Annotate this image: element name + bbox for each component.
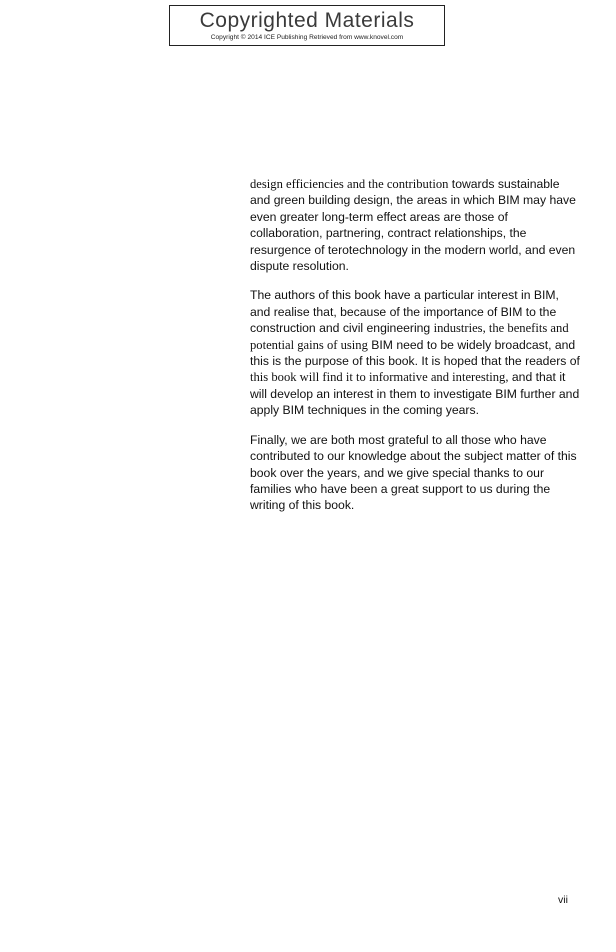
page-number: vii — [558, 894, 568, 906]
body-text — [250, 176, 580, 527]
paragraph-1-run: towards sustainable and green building design, the areas in which BIM may have even greater long-term effect areas are those of collaboration, partnering, contract relationships, the resurgence of terotechnology in the modern world, and even dispute resolution. — [250, 177, 576, 274]
banner-title: Copyrighted Materials — [199, 9, 415, 32]
paragraph-2 — [250, 287, 580, 418]
paragraph-2-run-3: and that it will develop an interest in them to investigate BIM further and apply BIM techniques in the coming years. — [250, 370, 580, 418]
paragraph-1-serif-run: design efficiencies and the contribution — [250, 177, 449, 191]
copyright-banner — [169, 5, 445, 46]
paragraph-2-run-1: The authors of this book have a particular interest in BIM, and realise that, because of the importance of BIM to the construction and civil engineering — [250, 288, 559, 336]
paragraph-1 — [250, 176, 580, 274]
paragraph-3: Finally, we are both most grateful to all those who have contributed to our knowledge about the subject matter of this book over the years, and we give special thanks to our families who have been a great support to us during the writing of this book. — [250, 432, 577, 513]
paragraph-2-serif-run-1: industries, the benefits and potential gains of using — [250, 321, 569, 352]
banner-subtitle: Copyright © 2014 ICE Publishing Retrieved from www.knovel.com — [210, 34, 404, 41]
paragraph-2-run-2: BIM need to be widely broadcast, and this is the purpose of this book. It is hoped that the readers of — [250, 337, 580, 369]
paragraph-2-serif-run-2: this book will find it to informative and interesting, — [250, 370, 509, 385]
